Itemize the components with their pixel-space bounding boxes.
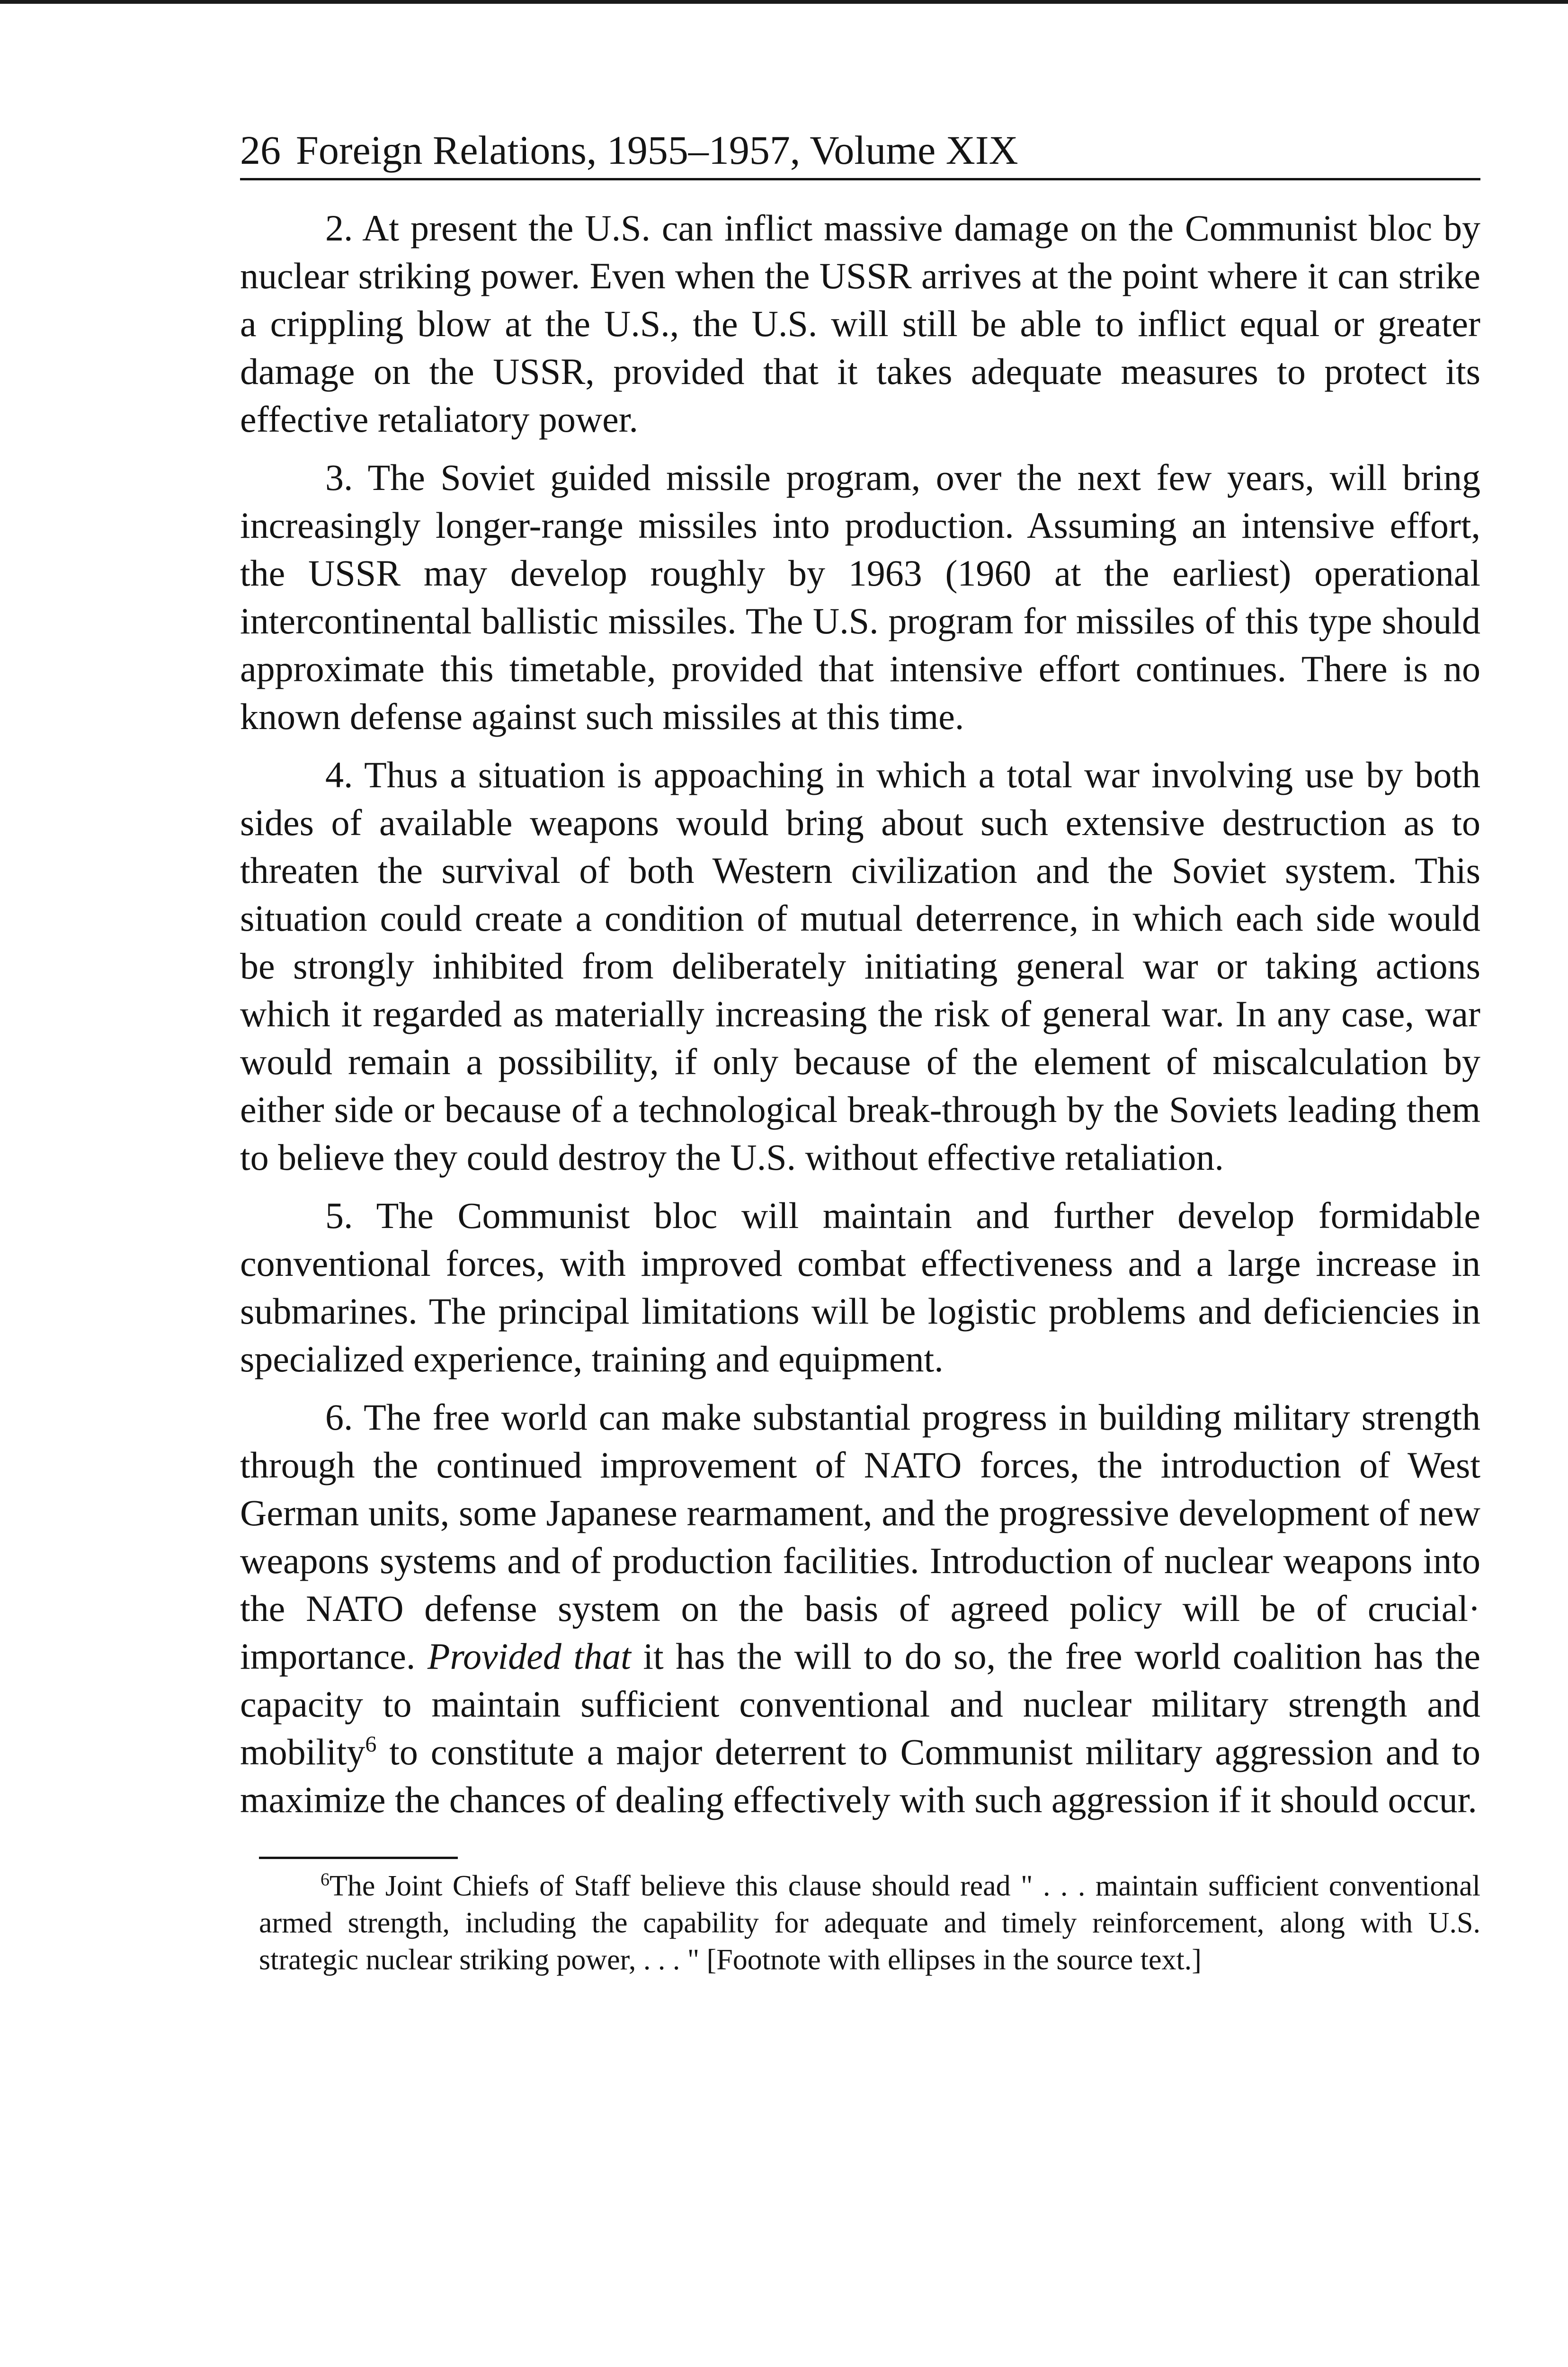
provided-that-emphasis: Provided that bbox=[427, 1636, 631, 1677]
footnote-reference[interactable]: 6 bbox=[365, 1732, 377, 1757]
paragraph-6-part-1: 6. The free world can make substantial progress in building military strength through the continued improvement of NATO forces, the introduction of West German units, some Japanese rearmament, and the progressive development of new weapons systems and of production facilities. Introduction of nuclear weapons into the NATO defense system on the basis of agreed policy will be of crucial· importance. bbox=[240, 1397, 1480, 1677]
running-title: Foreign Relations, 1955–1957, Volume XIX bbox=[296, 127, 1018, 173]
paragraph-3: 3. The Soviet guided missile program, over the next few years, will bring increasingly longer-range missiles into production. Assuming an intensive effort, the USSR may develop roughly by 1963 (1960 at the earliest) operational intercontinental ballistic missiles. The U.S. program for missiles of this type should approximate this timetable, provided that intensive effort continues. There is no known defense against such missiles at this time. bbox=[240, 457, 1480, 737]
page-number: 26 bbox=[240, 127, 281, 173]
footnote-text: The Joint Chiefs of Staff believe this clause should read " . . . maintain sufficient conventional armed strength, including the capability for adequate and timely reinforcement, along with U.S. strategic nuclear striking power, . . . " [Footnote with ellipses in the source text.] bbox=[259, 1870, 1480, 1976]
paragraph-2: 2. At present the U.S. can inflict massive damage on the Communist bloc by nuclear striking power. Even when the USSR arrives at the point where it can strike a crippling blow at the U.S., the U.S. will still be able to inflict equal or greater damage on the USSR, provided that it takes adequate measures to protect its effective retaliatory power. bbox=[240, 207, 1480, 440]
footnote-marker: 6 bbox=[321, 1869, 330, 1890]
document-page bbox=[240, 124, 1480, 1978]
paragraph-6-part-3: to constitute a major deterrent to Communist military aggression and to maximize the chances of dealing effectively with such aggression if it should occur. bbox=[240, 1731, 1480, 1820]
paragraph-4: 4. Thus a situation is appoaching in which a total war involving use by both sides of available weapons would bring about such extensive destruction as to threaten the survival of both Western civilization and the Soviet system. This situation could create a condition of mutual deterrence, in which each side would be strongly inhibited from deliberately initiating general war or taking actions which it regarded as materially increasing the risk of general war. In any case, war would remain a possibility, if only because of the element of miscalculation by either side or because of a technological break-through by the Soviets leading them to believe they could destroy the U.S. without effective retaliation. bbox=[240, 754, 1480, 1178]
paragraph-5: 5. The Communist bloc will maintain and further develop formidable conventional forces, with improved combat effectiveness and a large increase in submarines. The principal limitations will be logistic problems and deficiencies in specialized experience, training and equipment. bbox=[240, 1195, 1480, 1379]
page-top-edge bbox=[0, 0, 1568, 4]
footnote-divider bbox=[259, 1857, 458, 1859]
footnote-6 bbox=[259, 1868, 1480, 1978]
running-head bbox=[240, 124, 1480, 180]
paragraph-6 bbox=[240, 1393, 1480, 1824]
paragraph-6-part-2: it has the will to do so, the free world coalition has the capacity to maintain sufficient conventional and nuclear military strength and mobility bbox=[240, 1636, 1481, 1772]
